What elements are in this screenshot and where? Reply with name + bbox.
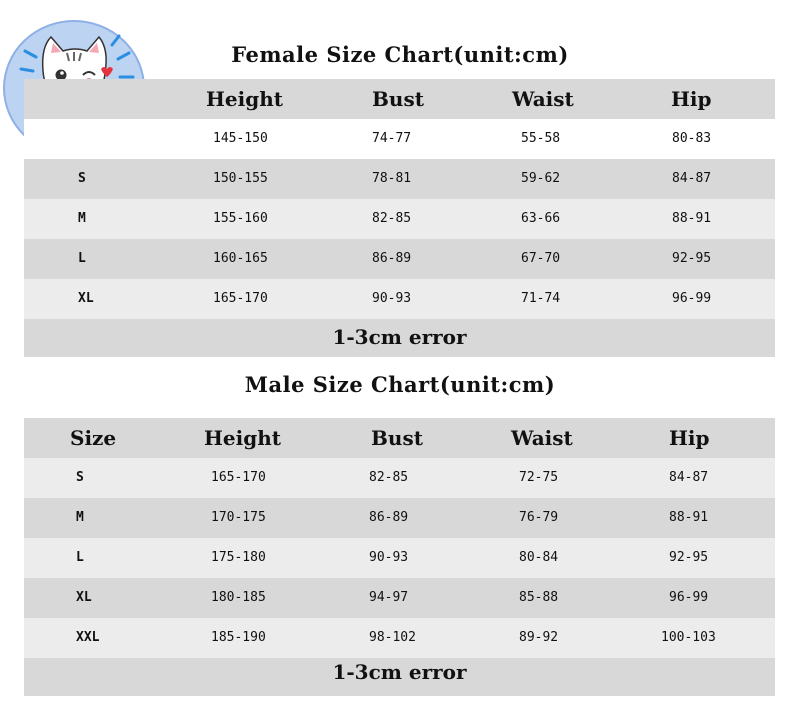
table-row <box>24 458 775 498</box>
table-row <box>24 538 775 578</box>
height-cell: 185-190 <box>211 630 266 645</box>
height-cell: 165-170 <box>211 470 266 485</box>
height-cell: 180-185 <box>211 590 266 605</box>
waist-cell: 85-88 <box>519 590 559 605</box>
female-error-note: 1-3cm error <box>332 325 467 349</box>
bust-cell: 86-89 <box>372 251 412 266</box>
female-header-hip: Hip <box>671 87 712 111</box>
size-cell: S <box>78 171 86 186</box>
size-cell: XL <box>78 291 94 306</box>
female-header-bust: Bust <box>372 87 424 111</box>
male-size-table <box>24 418 775 696</box>
waist-cell: 71-74 <box>521 291 561 306</box>
bust-cell: 98-102 <box>369 630 416 645</box>
male-header-bust: Bust <box>371 426 423 450</box>
female-chart-title: Female Size Chart(unit:cm) <box>231 42 569 67</box>
waist-cell: 63-66 <box>521 211 561 226</box>
height-cell: 160-165 <box>213 251 268 266</box>
bust-cell: 82-85 <box>369 470 409 485</box>
bust-cell: 90-93 <box>369 550 409 565</box>
size-cell: XL <box>76 590 92 605</box>
size-cell: L <box>78 251 86 266</box>
hip-cell: 100-103 <box>661 630 716 645</box>
waist-cell: 89-92 <box>519 630 559 645</box>
bust-cell: 86-89 <box>369 510 409 525</box>
table-row <box>24 618 775 658</box>
male-header-hip: Hip <box>669 426 710 450</box>
hip-cell: 84-87 <box>669 470 709 485</box>
height-cell: 170-175 <box>211 510 266 525</box>
table-row <box>24 119 775 159</box>
hip-cell: 88-91 <box>669 510 709 525</box>
height-cell: 165-170 <box>213 291 268 306</box>
hip-cell: 88-91 <box>672 211 712 226</box>
waist-cell: 72-75 <box>519 470 559 485</box>
male-header-waist: Waist <box>511 426 573 450</box>
bust-cell: 94-97 <box>369 590 409 605</box>
waist-cell: 76-79 <box>519 510 559 525</box>
male-header-row <box>24 418 775 458</box>
waist-cell: 59-62 <box>521 171 561 186</box>
bust-cell: 90-93 <box>372 291 412 306</box>
height-cell: 175-180 <box>211 550 266 565</box>
hip-cell: 92-95 <box>672 251 712 266</box>
table-row <box>24 578 775 618</box>
table-row <box>24 159 775 199</box>
female-size-table <box>24 79 775 357</box>
size-cell: M <box>78 211 86 226</box>
hip-cell: 96-99 <box>669 590 709 605</box>
height-cell: 145-150 <box>213 131 268 146</box>
table-row <box>24 239 775 279</box>
size-cell: L <box>76 550 84 565</box>
male-header-size: Size <box>70 426 117 450</box>
bust-cell: 74-77 <box>372 131 412 146</box>
hip-cell: 92-95 <box>669 550 709 565</box>
hip-cell: 96-99 <box>672 291 712 306</box>
male-note-row <box>24 658 775 696</box>
table-row <box>24 199 775 239</box>
size-cell: S <box>76 470 84 485</box>
height-cell: 155-160 <box>213 211 268 226</box>
female-header-row <box>24 79 775 119</box>
height-cell: 150-155 <box>213 171 268 186</box>
waist-cell: 67-70 <box>521 251 561 266</box>
male-chart-title: Male Size Chart(unit:cm) <box>244 372 556 397</box>
table-row <box>24 498 775 538</box>
bust-cell: 82-85 <box>372 211 412 226</box>
bust-cell: 78-81 <box>372 171 412 186</box>
female-note-row <box>24 319 775 357</box>
waist-cell: 55-58 <box>521 131 561 146</box>
male-error-note: 1-3cm error <box>332 660 467 684</box>
table-row <box>24 279 775 319</box>
waist-cell: 80-84 <box>519 550 559 565</box>
female-header-waist: Waist <box>512 87 574 111</box>
male-header-height: Height <box>204 426 281 450</box>
hip-cell: 80-83 <box>672 131 712 146</box>
size-cell: XXL <box>76 630 100 645</box>
hip-cell: 84-87 <box>672 171 712 186</box>
female-header-height: Height <box>206 87 283 111</box>
size-cell: M <box>76 510 84 525</box>
